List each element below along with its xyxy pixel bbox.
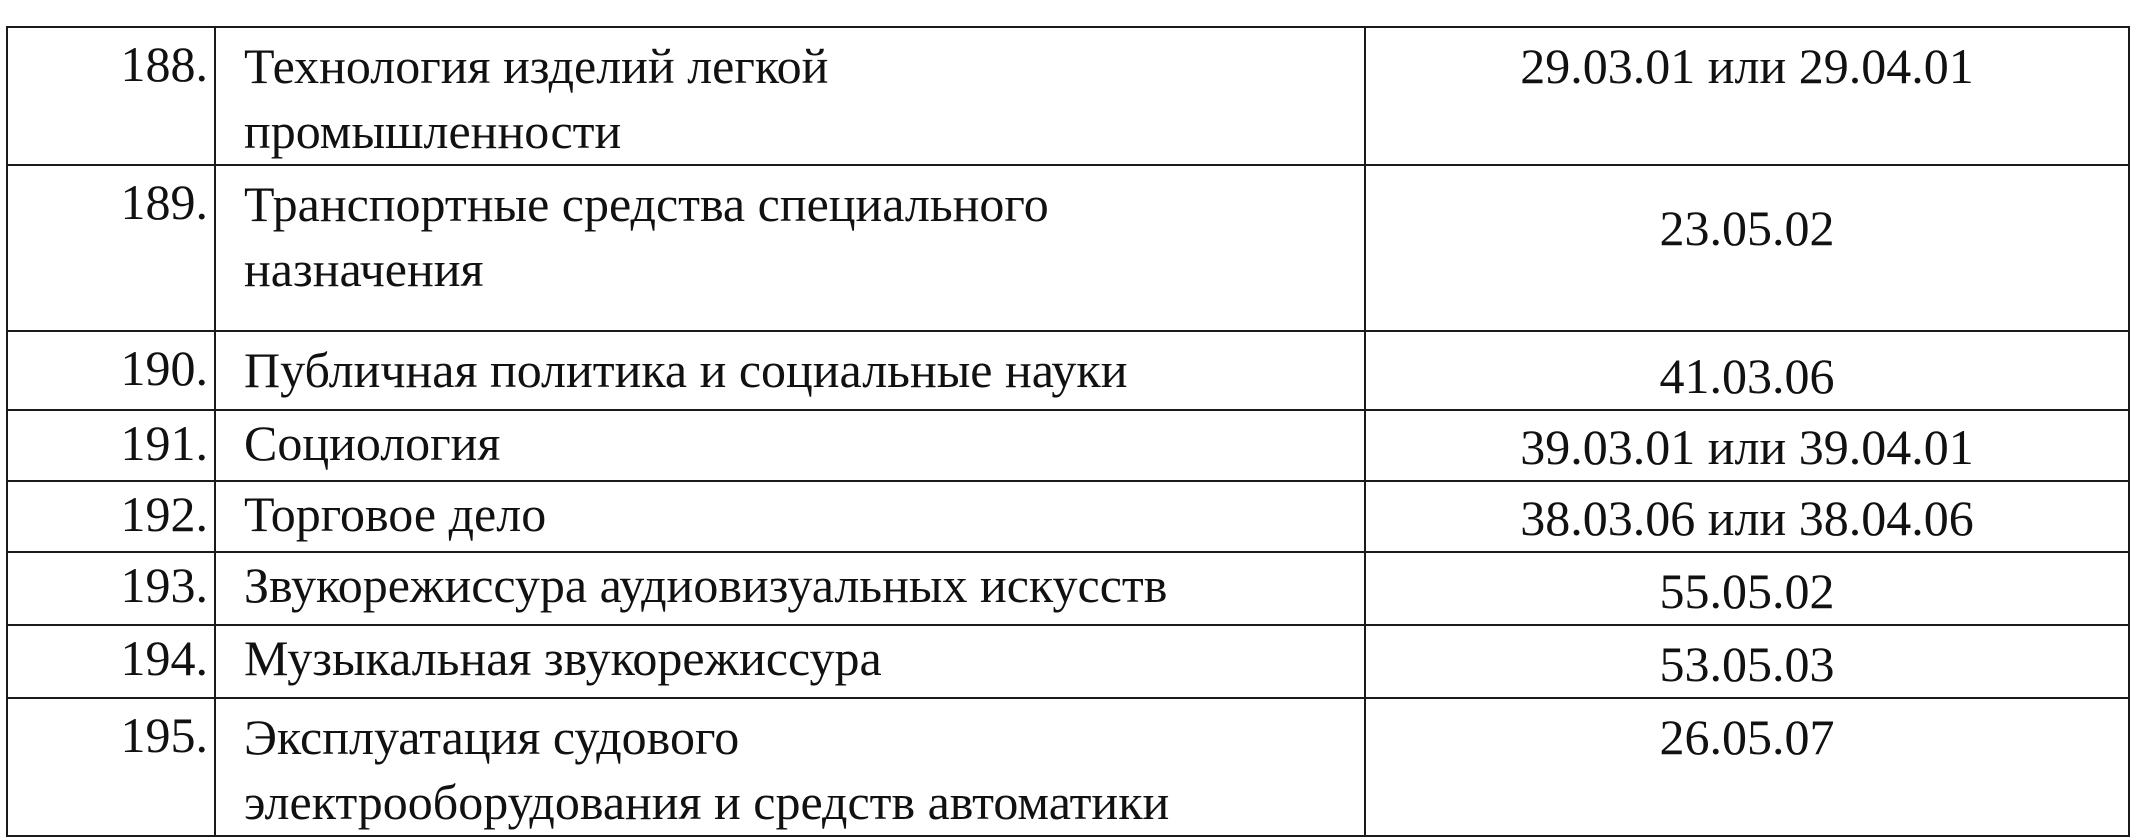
specialty-name [215,698,1365,836]
row-number: 190. [7,331,215,410]
specialty-name-line: Социология [244,415,501,471]
specialty-name [215,165,1365,331]
specialty-name-line: Торговое дело [244,486,547,542]
row-number: 195. [7,698,215,836]
row-number: 189. [7,165,215,331]
table-row [7,410,2129,481]
specialty-code: 41.03.06 [1365,331,2129,410]
table-row [7,625,2129,698]
table-row [7,27,2129,165]
specialty-name-line: Музыкальная звукорежиссура [244,630,882,686]
specialty-code: 53.05.03 [1365,625,2129,698]
specialty-code: 55.05.02 [1365,552,2129,625]
specialty-name [215,410,1365,481]
specialty-name [215,27,1365,165]
specialty-code: 26.05.07 [1365,698,2129,836]
specialty-code: 39.03.01 или 39.04.01 [1365,410,2129,481]
table-row [7,481,2129,552]
specialty-code: 23.05.02 [1365,165,2129,331]
specialty-code: 29.03.01 или 29.04.01 [1365,27,2129,165]
row-number: 193. [7,552,215,625]
specialty-name-line: Технология изделий легкой [244,38,829,94]
table-row [7,698,2129,836]
row-number: 194. [7,625,215,698]
row-number: 188. [7,27,215,165]
specialty-name-line: промышленности [244,103,622,159]
row-number: 191. [7,410,215,481]
specialty-name-line: назначения [244,241,484,297]
specialty-name [215,331,1365,410]
table-row [7,331,2129,410]
specialty-name-line: Публичная политика и социальные науки [244,342,1128,398]
specialty-name-line: электрооборудования и средств автоматики [244,774,1170,830]
specialty-name [215,625,1365,698]
row-number: 192. [7,481,215,552]
table-row [7,165,2129,331]
table-row [7,552,2129,625]
specialties-table [6,26,2130,837]
specialty-name [215,552,1365,625]
specialty-code: 38.03.06 или 38.04.06 [1365,481,2129,552]
specialty-name [215,481,1365,552]
specialty-name-line: Эксплуатация судового [244,709,740,765]
specialty-name-line: Звукорежиссура аудиовизуальных искусств [244,557,1168,613]
specialty-name-line: Транспортные средства специального [244,176,1049,232]
